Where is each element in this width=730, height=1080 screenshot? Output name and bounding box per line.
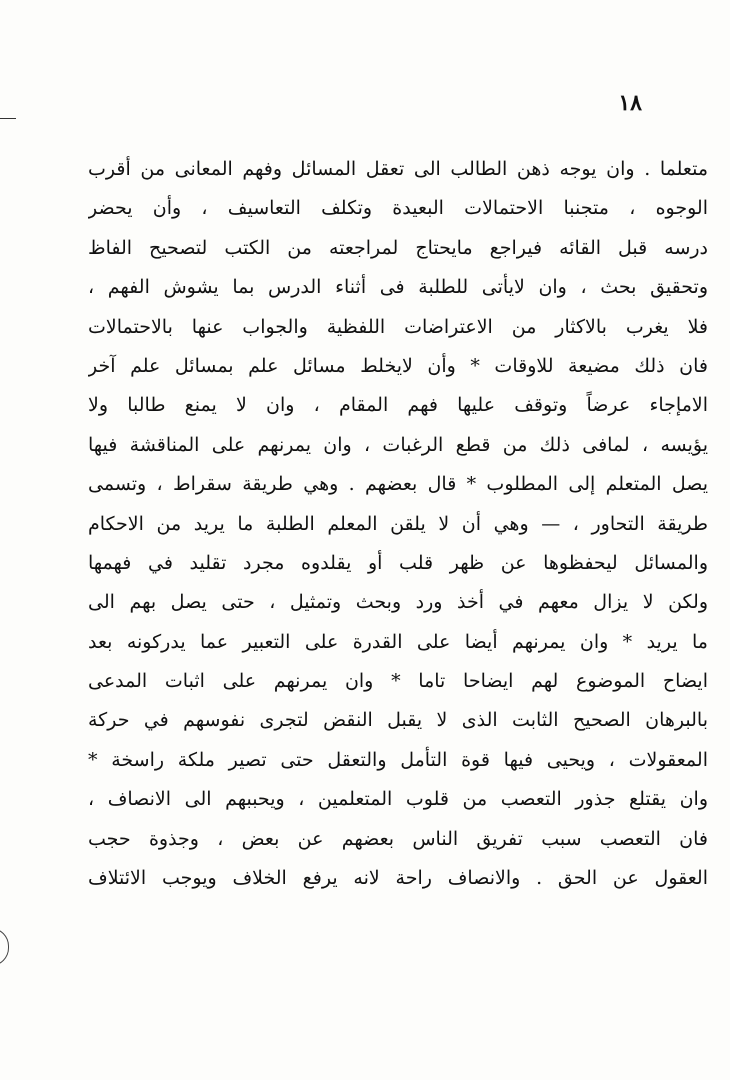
text-line-17: وان يقتلع جذور التعصب من قلوب المتعلمين ، ويحببهم الى الانصاف ، (88, 788, 708, 811)
text-line-11: والمسائل ليحفظوها عن ظهر قلب أو يقلدوه مجرد تقليد في فهمها (88, 551, 708, 574)
text-line-12: ولكن لا يزال معهم في أخذ ورد وبحث وتمثيل ، حتى يصل بهم الى (88, 591, 708, 614)
margin-binding-mark (0, 928, 9, 966)
margin-tick-mark (0, 118, 16, 119)
page-number: ١٨ (618, 90, 642, 116)
text-line-2: الوجوه ، متجنبا الاحتمالات البعيدة وتكلف التعاسيف ، وأن يحضر (88, 197, 708, 220)
text-line-4: وتحقيق بحث ، وان لايأتى للطلبة فى أثناء الدرس بما يشوش الفهم ، (88, 276, 708, 299)
text-line-19: العقول عن الحق . والانصاف راحة لانه يرفع الخلاف ويوجب الائتلاف (88, 867, 708, 890)
body-text (88, 150, 708, 898)
text-line-8: يؤيسه ، لمافى ذلك من قطع الرغبات ، وان يمرنهم على المناقشة فيها (88, 433, 708, 456)
text-line-14: ايضاح الموضوع لهم ايضاحا تاما * وان يمرنهم على اثبات المدعى (88, 670, 708, 693)
text-line-1: متعلما . وان يوجه ذهن الطالب الى تعقل المسائل وفهم المعانى من أقرب (88, 158, 708, 180)
text-line-15: بالبرهان الصحيح الثابت الذى لا يقبل النقض لتجرى نفوسهم في حركة (88, 709, 708, 732)
text-line-18: فان التعصب سبب تفريق الناس بعضهم عن بعض ، وجذوة حجب (88, 827, 708, 850)
text-line-3: درسه قبل القائه فيراجع مايحتاج لمراجعته من الكتب لتصحيح الفاظ (88, 236, 708, 259)
text-line-7: الامإجاء عرضاً وتوقف عليها فهم المقام ، وان لا يمنع طالبا ولا (88, 394, 708, 417)
text-line-9: يصل المتعلم إلى المطلوب * قال بعضهم . وهي طريقة سقراط ، وتسمى (88, 473, 708, 496)
text-line-13: ما يريد * وان يمرنهم أيضا على القدرة على التعبير عما يدركونه بعد (88, 630, 708, 653)
text-line-16: المعقولات ، ويحيى فيها قوة التأمل والتعقل حتى تصير ملكة راسخة * (88, 748, 708, 771)
text-line-10: طريقة التحاور ، — وهي أن لا يلقن المعلم الطلبة ما يريد من الاحكام (88, 512, 708, 535)
text-line-6: فان ذلك مضيعة للاوقات * وأن لايخلط مسائل علم بمسائل علم آخر (88, 354, 708, 377)
text-line-5: فلا يغرب بالاكثار من الاعتراضات اللفظية والجواب عنها بالاحتمالات (88, 315, 708, 338)
